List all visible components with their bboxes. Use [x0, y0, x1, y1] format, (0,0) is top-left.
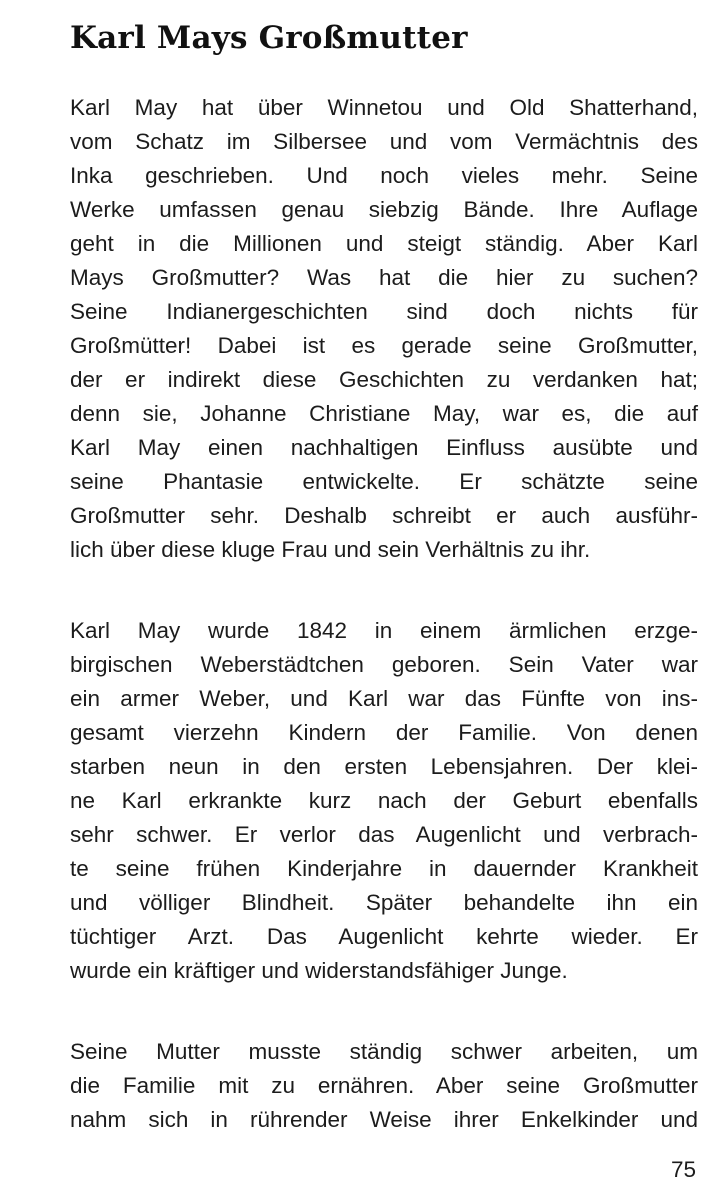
text-line: Seine Indianergeschichten sind doch nichts für [70, 299, 698, 324]
page-number: 75 [670, 1157, 696, 1182]
text-line: Seine Mutter musste ständig schwer arbeiten, um [70, 1039, 698, 1064]
text-line: Karl May wurde 1842 in einem ärmlichen erzge- [70, 618, 698, 643]
text-line: ne Karl erkrankte kurz nach der Geburt ebenfalls [70, 788, 698, 813]
text-line: lich über diese kluge Frau und sein Verhältnis zu ihr. [70, 537, 591, 562]
text-line: birgischen Weberstädtchen geboren. Sein Vater war [70, 652, 698, 677]
text-line: der er indirekt diese Geschichten zu verdanken hat; [70, 367, 698, 392]
page-title: Karl Mays Großmutter [70, 20, 468, 56]
text-line: gesamt vierzehn Kindern der Familie. Von denen [70, 720, 698, 745]
text-line: sehr schwer. Er verlor das Augenlicht und verbrach- [70, 822, 698, 847]
text-line: die Familie mit zu ernähren. Aber seine Großmutter [70, 1073, 698, 1098]
text-line: wurde ein kräftiger und widerstandsfähiger Junge. [70, 958, 568, 983]
text-line: nahm sich in rührender Weise ihrer Enkelkinder und [70, 1107, 698, 1132]
text-line: ein armer Weber, und Karl war das Fünfte von ins- [70, 686, 698, 711]
text-line: Karl May einen nachhaltigen Einfluss ausübte und [70, 435, 698, 460]
text-line: seine Phantasie entwickelte. Er schätzte seine [70, 469, 698, 494]
text-line: geht in die Millionen und steigt ständig. Aber Karl [70, 231, 698, 256]
text-line: Karl May hat über Winnetou und Old Shatterhand, [70, 95, 698, 120]
text-line: und völliger Blindheit. Später behandelte ihn ein [70, 890, 698, 915]
text-line: Mays Großmutter? Was hat die hier zu suchen? [70, 265, 698, 290]
text-line: Werke umfassen genau siebzig Bände. Ihre Auflage [70, 197, 698, 222]
text-line: Großmütter! Dabei ist es gerade seine Großmutter, [70, 333, 698, 358]
text-line: vom Schatz im Silbersee und vom Vermächtnis des [70, 129, 698, 154]
text-line: te seine frühen Kinderjahre in dauernder Krankheit [70, 856, 698, 881]
text-line: tüchtiger Arzt. Das Augenlicht kehrte wieder. Er [70, 924, 698, 949]
text-line: denn sie, Johanne Christiane May, war es, die auf [70, 401, 698, 426]
text-line: starben neun in den ersten Lebensjahren. Der klei- [70, 754, 698, 779]
text-line: Großmutter sehr. Deshalb schreibt er auch ausführ- [70, 503, 698, 528]
text-line: Inka geschrieben. Und noch vieles mehr. Seine [70, 163, 698, 188]
